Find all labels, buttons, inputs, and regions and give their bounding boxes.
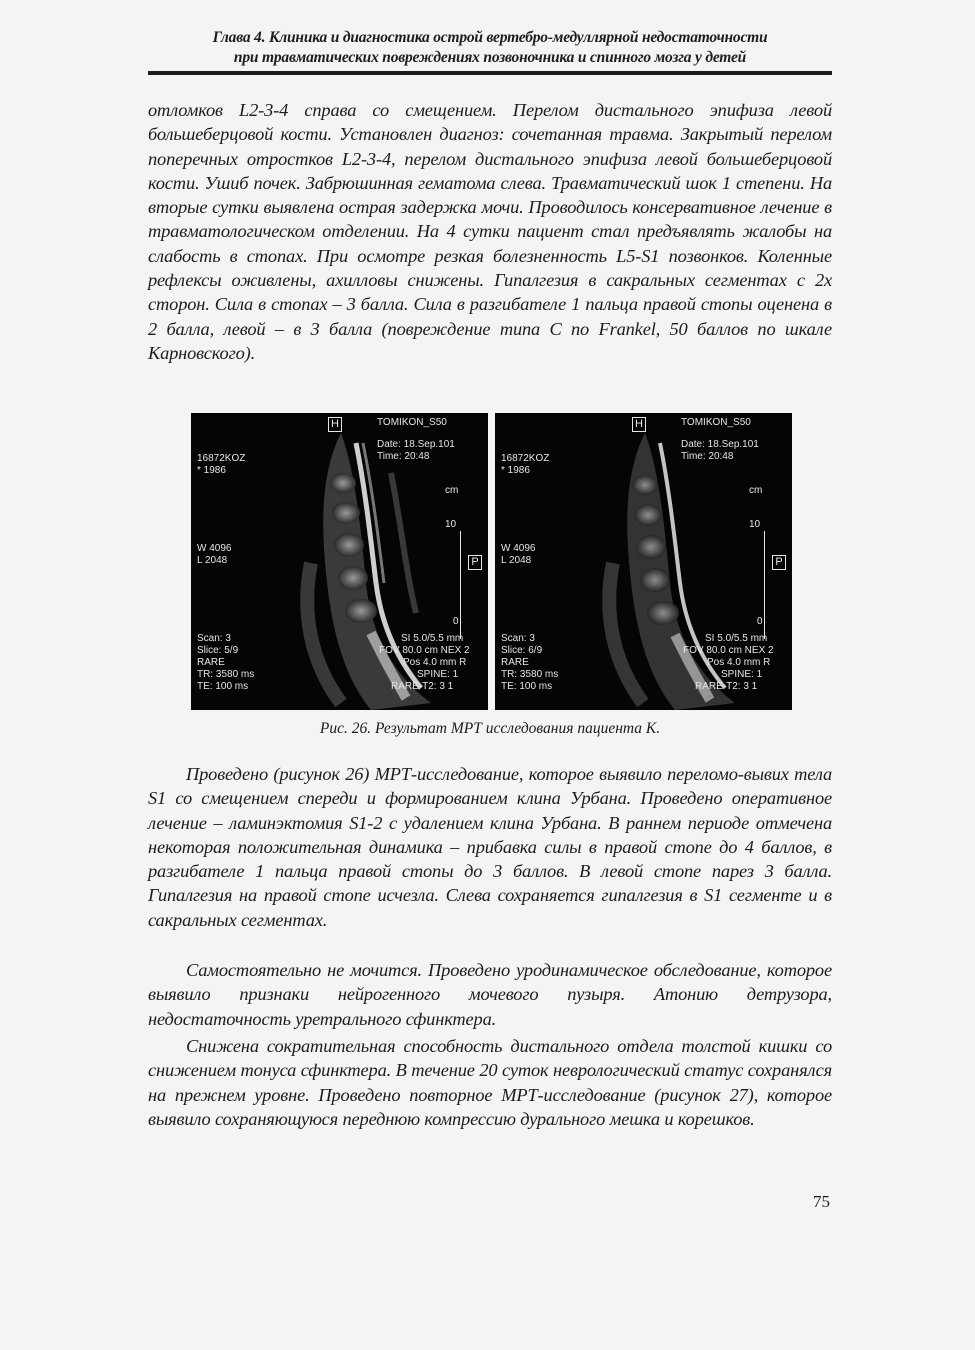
slice-thickness-label: SI 5.0/5.5 mm [705, 633, 768, 644]
orientation-h-marker: H [328, 417, 342, 432]
mri-image-right [495, 413, 792, 710]
window-width-label: W 4096 [501, 543, 536, 554]
slice-thickness-label: SI 5.0/5.5 mm [401, 633, 464, 644]
tr-label: TR: 3580 ms [197, 669, 255, 680]
paragraph-3: Самостоятельно не мочится. Проведено уродинамическое обследование, которое выявило признаки нейрогенного мочевого пузыря. Атонию детрузора, недостаточность уретрального сфинктера. [148, 960, 832, 1029]
paragraph-2: Проведено (рисунок 26) МРТ-исследование, которое выявило переломо-вывих тела S1 со смещением спереди и формированием клина Урбана. Проведено оперативное лечение – ламинэктомия S1-2 с удалением клина Урбана. В раннем периоде отмечена некоторая положительная динамика – прибавка силы в правой стопе до 4 баллов, в разгибателе 1 пальца правой стопы до 3 баллов. В левой стопе парез 3 балла. Гипалгезия на правой стопе исчезла. Слева сохраняется гипалгезия в S1 сегменте и в сакральных сегментах. [148, 764, 832, 930]
orientation-p-marker: P [468, 555, 482, 570]
patient-id-label: 16872KOZ [501, 453, 550, 464]
mri-figure [191, 413, 792, 710]
position-label: Pos 4.0 mm R [403, 657, 467, 668]
scan-label: Scan: 3 [197, 633, 231, 644]
tick-10-label: 10 [445, 519, 457, 530]
mri-image-left [191, 413, 488, 710]
institution-label: TOMIKON_S50 [681, 417, 751, 428]
page-number: 75 [813, 1192, 830, 1211]
birth-label: * 1986 [197, 465, 226, 476]
scan-label: Scan: 3 [501, 633, 535, 644]
window-width-label: W 4096 [197, 543, 232, 554]
window-level-label: L 2048 [501, 555, 532, 566]
paragraph-1: отломков L2-3-4 справа со смещением. Перелом дистального эпифиза левой большеберцовой кости. Установлен диагноз: сочетанная травма. Закрытый перелом поперечных отростков L2-3-4, перелом дистального эпифиза левой большеберцовой кости. Ушиб почек. Забрюшинная гематома слева. Травматический шок 1 степени. На вторые сутки выявлена острая задержка мочи. Проводилось консервативное лечение в травматологическом отделении. На 4 сутки пациент стал предъявлять жалобы на слабость в стопах. При осмотре резкая болезненность L5-S1 позвонков. Коленные рефлексы оживлены, ахилловы снижены. Гипалгезия в сакральных сегментах с 2х сторон. Сила в стопах – 3 балла. Сила в разгибателе 1 пальца правой стопы оценена в 2 балла, левой – в 3 балла (повреждение типа С по Frankel, 50 баллов по шкале Карновского). [148, 100, 832, 363]
header-rule [148, 71, 832, 75]
birth-label: * 1986 [501, 465, 530, 476]
tick-0-label: 0 [757, 616, 763, 627]
header-line-1: Глава 4. Клиника и диагностика острой вертебро-медуллярной недостаточности [212, 29, 768, 46]
rare-label: RARE-T2: 3 1 [391, 681, 454, 692]
spine-label: SPINE: 1 [721, 669, 763, 680]
scale-bar [460, 531, 461, 639]
slice-label: Slice: 5/9 [197, 645, 239, 656]
running-header [150, 28, 830, 68]
sequence-label: RARE [501, 657, 529, 668]
orientation-p-marker: P [772, 555, 786, 570]
slice-label: Slice: 6/9 [501, 645, 543, 656]
tick-10-label: 10 [749, 519, 761, 530]
date-label: Date: 18.Sep.101 [377, 439, 455, 450]
rare-label: RARE-T2: 3 1 [695, 681, 758, 692]
header-line-2: при травматических повреждениях позвоночника и спинного мозга у детей [233, 49, 747, 66]
time-label: Time: 20:48 [377, 451, 430, 462]
scale-bar [764, 531, 765, 639]
figure-caption: Рис. 26. Результат МРТ исследования пациента К. [319, 720, 661, 737]
patient-id-label: 16872KOZ [197, 453, 246, 464]
window-level-label: L 2048 [197, 555, 228, 566]
orientation-h-marker: H [632, 417, 646, 432]
spine-label: SPINE: 1 [417, 669, 459, 680]
paragraph-4: Снижена сократительная способность дистального отдела толстой кишки со снижением тонуса сфинктера. В течение 20 суток неврологический статус сохранялся на прежнем уровне. Проведено повторное МРТ-исследование (рисунок 27), которое выявило сохраняющуюся переднюю компрессию дурального мешка и корешков. [148, 1036, 832, 1129]
tick-0-label: 0 [453, 616, 459, 627]
tr-label: TR: 3580 ms [501, 669, 559, 680]
te-label: TE: 100 ms [197, 681, 249, 692]
date-label: Date: 18.Sep.101 [681, 439, 759, 450]
fov-label: FOV 80.0 cm NEX 2 [683, 645, 774, 656]
te-label: TE: 100 ms [501, 681, 553, 692]
institution-label: TOMIKON_S50 [377, 417, 447, 428]
position-label: Pos 4.0 mm R [707, 657, 771, 668]
fov-label: FOV 80.0 cm NEX 2 [379, 645, 470, 656]
unit-label: cm [445, 485, 459, 496]
sequence-label: RARE [197, 657, 225, 668]
unit-label: cm [749, 485, 763, 496]
time-label: Time: 20:48 [681, 451, 734, 462]
